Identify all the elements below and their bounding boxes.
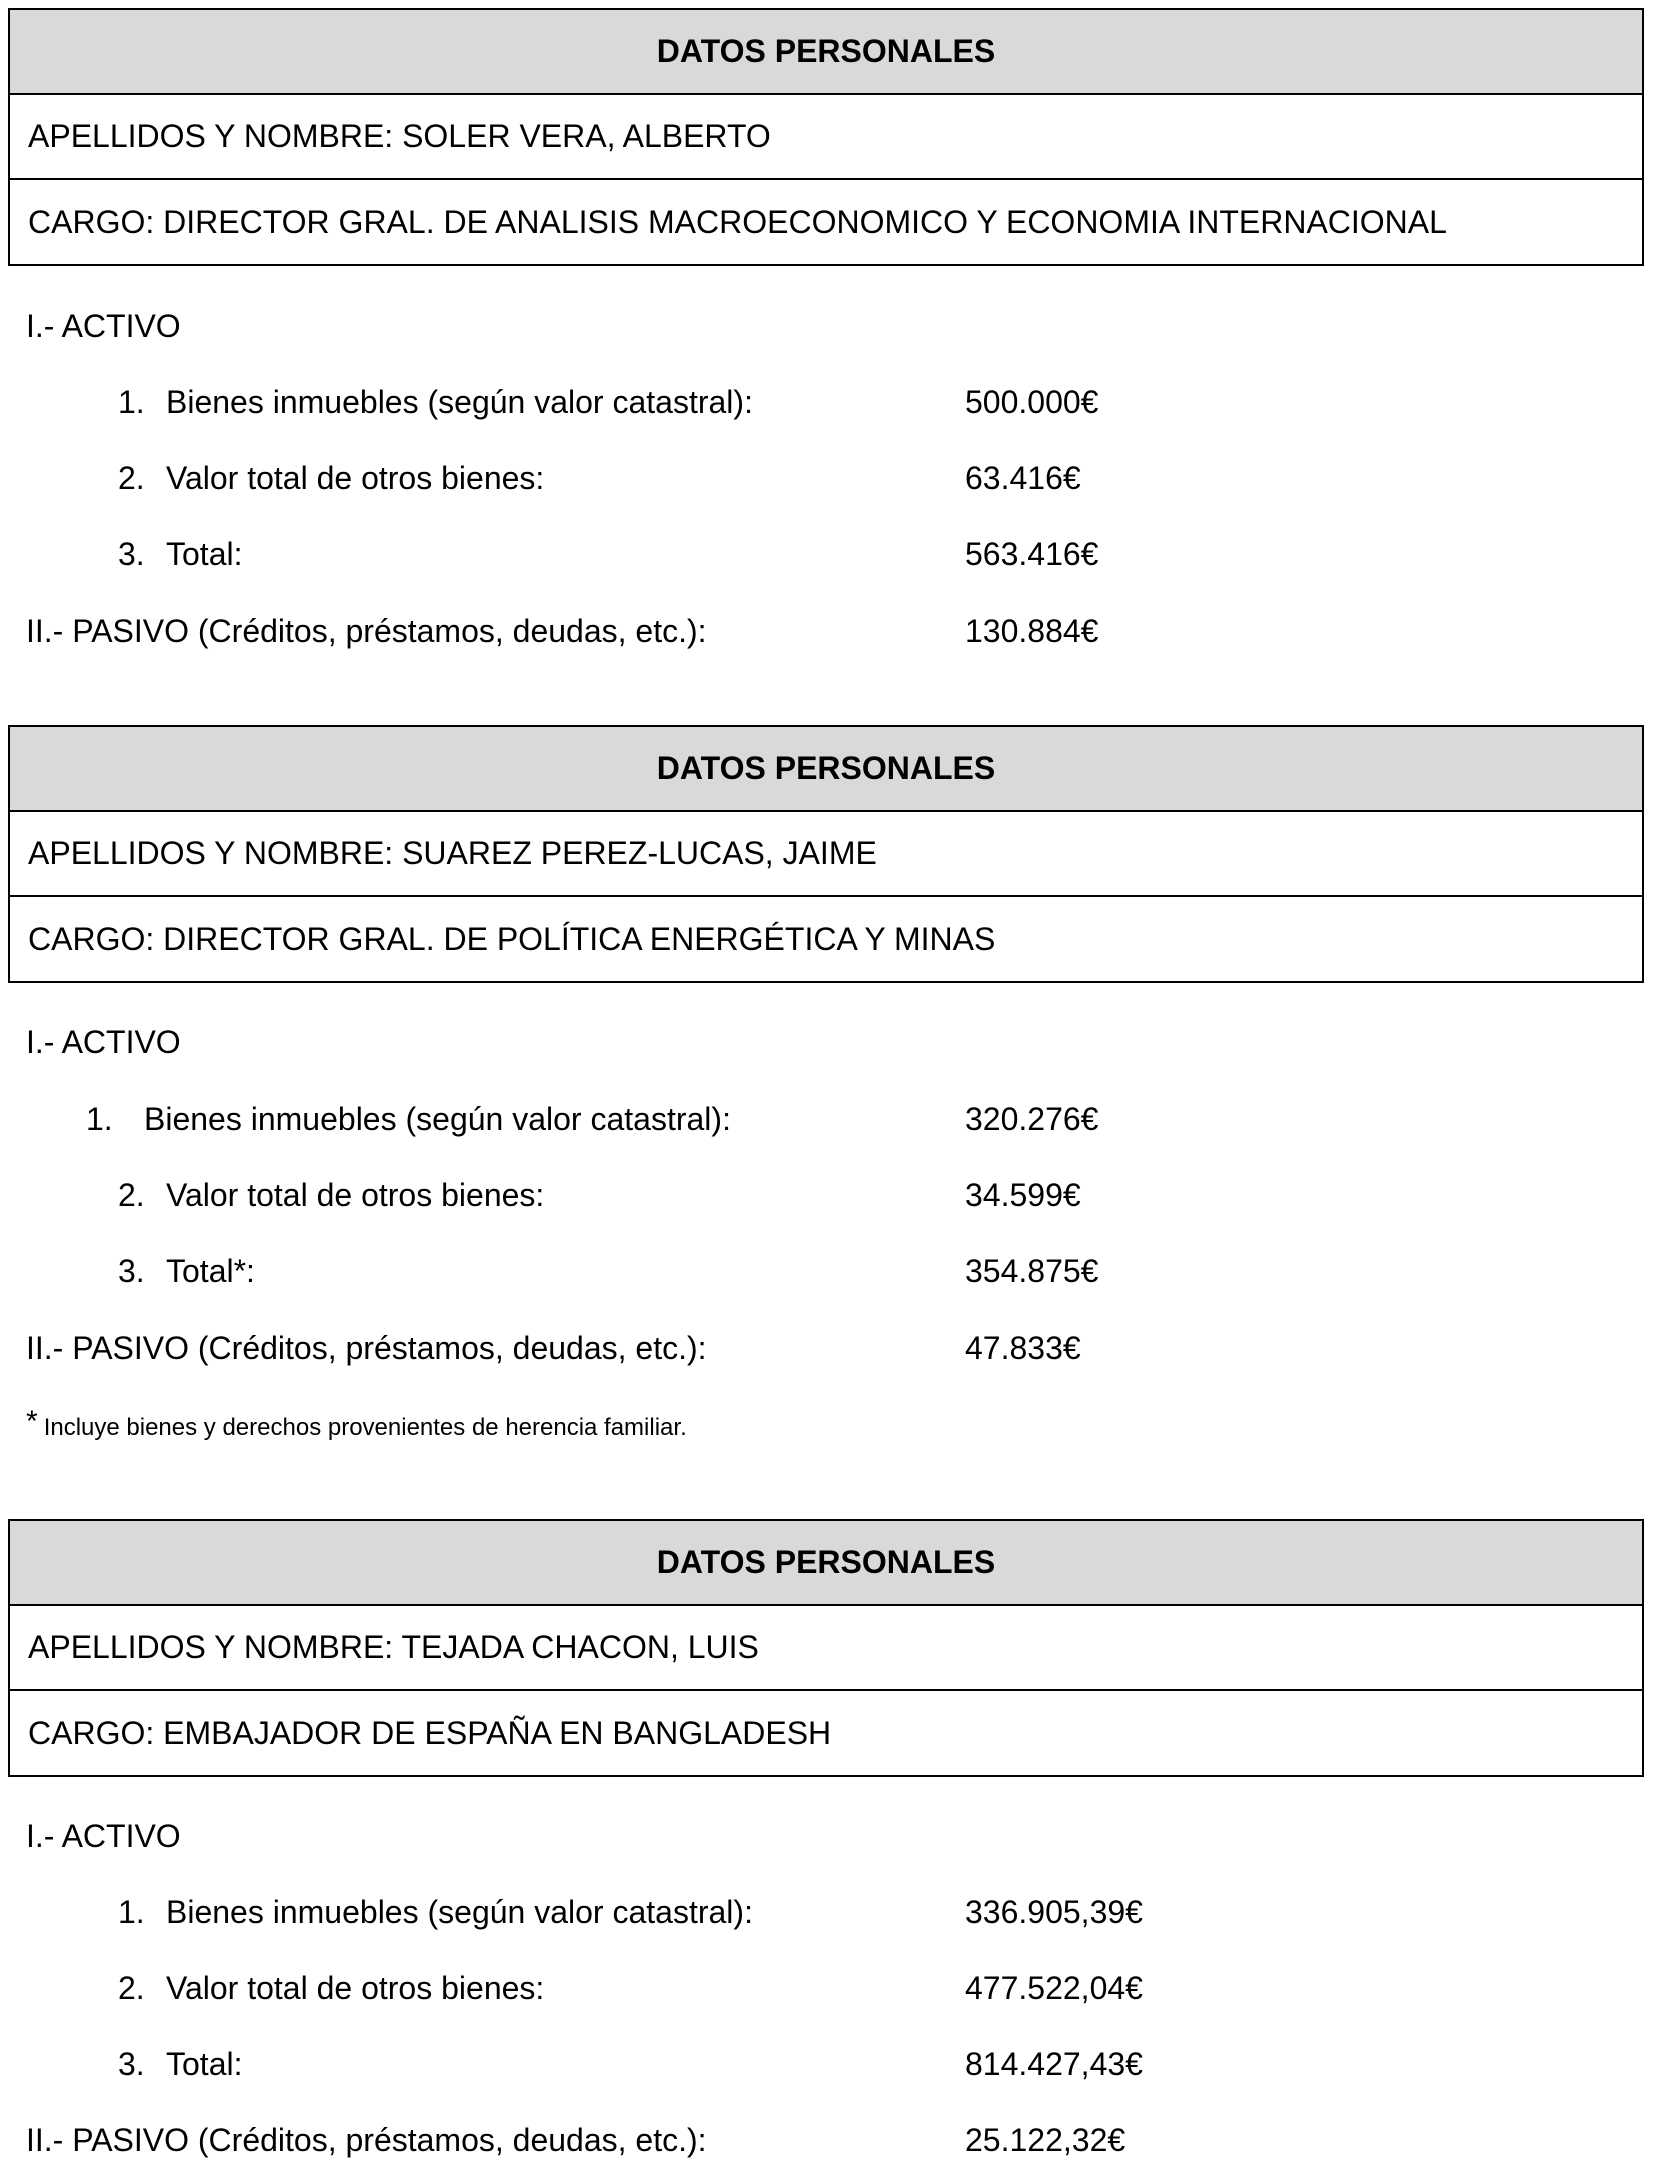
item-label: Bienes inmuebles (según valor catastral): <box>166 384 753 420</box>
item-number: 3. <box>118 536 145 572</box>
item-number: 1. <box>86 1101 113 1137</box>
pasivo-label: II.- PASIVO (Créditos, préstamos, deudas, etc.): <box>26 2122 707 2158</box>
section-header: DATOS PERSONALES <box>10 727 1642 812</box>
personal-data-box <box>8 8 1644 266</box>
name-field: APELLIDOS Y NOMBRE: SOLER VERA, ALBERTO <box>10 95 1642 180</box>
item-number: 3. <box>118 2046 145 2082</box>
pasivo-label: II.- PASIVO (Créditos, préstamos, deudas, etc.): <box>26 1330 707 1366</box>
name-field: APELLIDOS Y NOMBRE: SUAREZ PEREZ-LUCAS, JAIME <box>10 812 1642 897</box>
item-value: 63.416€ <box>965 460 1081 496</box>
item-label: Valor total de otros bienes: <box>166 460 545 496</box>
activo-heading: I.- ACTIVO <box>26 308 181 344</box>
activo-heading: I.- ACTIVO <box>26 1024 181 1060</box>
item-number: 1. <box>118 384 145 420</box>
item-label: Bienes inmuebles (según valor catastral): <box>166 1894 753 1930</box>
personal-data-box <box>8 1519 1644 1777</box>
activo-heading: I.- ACTIVO <box>26 1818 181 1854</box>
position-field: CARGO: DIRECTOR GRAL. DE POLÍTICA ENERGÉTICA Y MINAS <box>28 921 996 957</box>
footnote-text: Incluye bienes y derechos provenientes de herencia familiar. <box>43 1414 687 1441</box>
footnote-mark: * <box>26 1405 38 1438</box>
pasivo-value: 25.122,32€ <box>965 2122 1126 2158</box>
item-value: 354.875€ <box>965 1253 1099 1289</box>
item-label: Bienes inmuebles (según valor catastral): <box>144 1101 731 1137</box>
pasivo-value: 47.833€ <box>965 1330 1081 1366</box>
item-label: Total: <box>166 2046 243 2082</box>
item-value: 477.522,04€ <box>965 1970 1143 2006</box>
section-header: DATOS PERSONALES <box>10 10 1642 95</box>
footnote <box>26 1405 687 1442</box>
item-number: 2. <box>118 460 145 496</box>
position-field: CARGO: DIRECTOR GRAL. DE ANALISIS MACROECONOMICO Y ECONOMIA INTERNACIONAL <box>28 204 1447 240</box>
item-label: Total: <box>166 536 243 572</box>
position-field: CARGO: EMBAJADOR DE ESPAÑA EN BANGLADESH <box>28 1715 832 1751</box>
section-header: DATOS PERSONALES <box>10 1521 1642 1606</box>
item-value: 814.427,43€ <box>965 2046 1143 2082</box>
item-number: 2. <box>118 1177 145 1213</box>
item-value: 34.599€ <box>965 1177 1081 1213</box>
item-number: 1. <box>118 1894 145 1930</box>
item-value: 336.905,39€ <box>965 1894 1143 1930</box>
pasivo-value: 130.884€ <box>965 613 1099 649</box>
item-number: 3. <box>118 1253 145 1289</box>
name-field: APELLIDOS Y NOMBRE: TEJADA CHACON, LUIS <box>10 1606 1642 1691</box>
item-value: 320.276€ <box>965 1101 1099 1137</box>
item-value: 563.416€ <box>965 536 1099 572</box>
item-number: 2. <box>118 1970 145 2006</box>
item-label: Total*: <box>166 1253 255 1289</box>
item-label: Valor total de otros bienes: <box>166 1177 545 1213</box>
item-value: 500.000€ <box>965 384 1099 420</box>
item-label: Valor total de otros bienes: <box>166 1970 545 2006</box>
pasivo-label: II.- PASIVO (Créditos, préstamos, deudas, etc.): <box>26 613 707 649</box>
personal-data-box <box>8 725 1644 983</box>
